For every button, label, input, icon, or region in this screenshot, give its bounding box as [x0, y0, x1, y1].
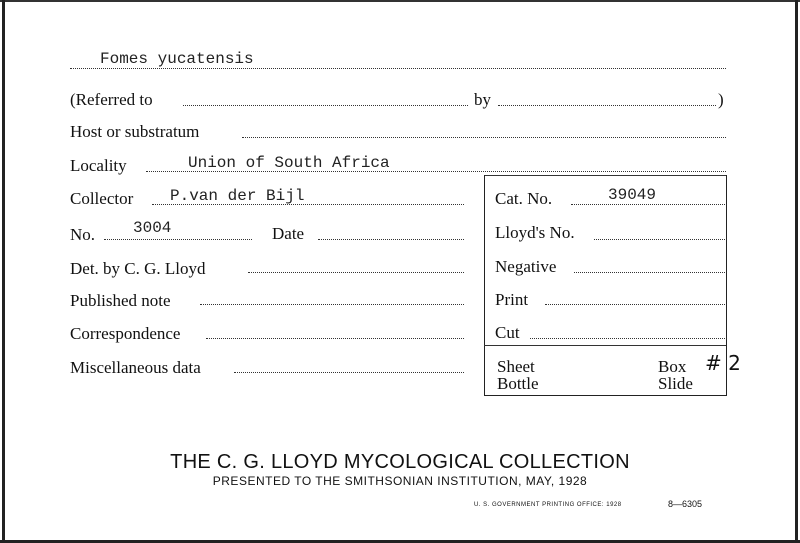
- negative-line: [574, 272, 725, 273]
- host-line: [242, 137, 726, 138]
- published-label: Published note: [70, 291, 171, 310]
- host-label: Host or substratum: [70, 122, 200, 141]
- misc-line: [234, 372, 464, 373]
- misc-label: Miscellaneous data: [70, 358, 201, 377]
- correspondence-label: Correspondence: [70, 324, 181, 343]
- locality-value: Union of South Africa: [188, 154, 390, 172]
- bottle-label: Bottle: [497, 374, 539, 393]
- cut-line: [530, 338, 725, 339]
- species-name: Fomes yucatensis: [100, 50, 254, 68]
- date-line: [318, 239, 464, 240]
- no-label: No.: [70, 225, 96, 244]
- card-edge-top: [0, 0, 800, 2]
- lloyd-line: [594, 239, 725, 240]
- collector-line: [152, 204, 464, 205]
- lloyd-label: Lloyd's No.: [495, 223, 575, 242]
- referred-line: [183, 105, 468, 106]
- correspondence-line: [206, 338, 464, 339]
- negative-label: Negative: [495, 257, 557, 276]
- cat-line: [571, 204, 725, 205]
- box-divider-line: [484, 345, 726, 346]
- printer-note: U. S. GOVERNMENT PRINTING OFFICE: 1928: [474, 502, 622, 508]
- by-line: [498, 105, 716, 106]
- det-line: [248, 272, 464, 273]
- cat-value: 39049: [608, 186, 657, 204]
- date-label: Date: [272, 224, 305, 243]
- print-line: [545, 304, 725, 305]
- box-label: Box: [658, 357, 687, 376]
- collection-title: THE C. G. LLOYD MYCOLOGICAL COLLECTION: [170, 451, 630, 473]
- species-line: [70, 68, 726, 69]
- close-paren: ): [718, 90, 724, 109]
- collection-subtitle: PRESENTED TO THE SMITHSONIAN INSTITUTION, MAY, 1928: [212, 474, 588, 488]
- referred-label: (Referred to: [70, 90, 153, 109]
- box-value: # 2: [705, 351, 741, 375]
- det-label: Det. by C. G. Lloyd: [70, 259, 206, 278]
- form-number: 8—6305: [668, 499, 703, 509]
- sheet-label: Sheet: [497, 357, 535, 376]
- locality-label: Locality: [70, 156, 127, 175]
- published-line: [200, 304, 464, 305]
- no-line: [104, 239, 252, 240]
- slide-label: Slide: [658, 374, 693, 393]
- no-value: 3004: [133, 219, 172, 237]
- collector-value: P.van der Bijl: [170, 187, 305, 205]
- locality-line: [146, 171, 726, 172]
- by-label: by: [474, 90, 491, 109]
- cut-label: Cut: [495, 323, 520, 342]
- cat-label: Cat. No.: [495, 189, 553, 208]
- collector-label: Collector: [70, 189, 134, 208]
- print-label: Print: [495, 290, 529, 309]
